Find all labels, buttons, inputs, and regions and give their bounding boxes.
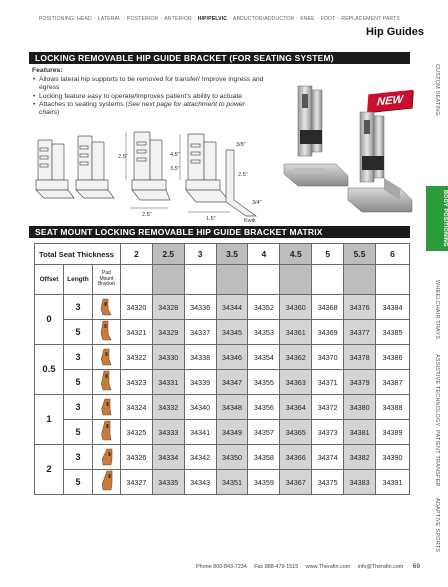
pad-mount-bracket-icon xyxy=(96,370,116,392)
part-number: 34389 xyxy=(376,420,410,445)
thickness-header: 2 xyxy=(120,244,152,265)
offset-value: 2 xyxy=(35,445,64,495)
part-number: 34322 xyxy=(120,345,152,370)
offset-value: 0 xyxy=(35,295,64,345)
breadcrumb-item[interactable]: HIP/PELVIC xyxy=(197,16,228,22)
thickness-spacer xyxy=(376,265,410,295)
part-number: 34332 xyxy=(152,395,184,420)
dim-label: 3/4" xyxy=(252,200,262,206)
table-row xyxy=(35,420,410,445)
section-band-locking-bracket: LOCKING REMOVABLE HIP GUIDE BRACKET (FOR SEATING SYSTEM) xyxy=(29,52,410,64)
length-value: 5 xyxy=(63,420,92,445)
part-number: 34354 xyxy=(248,345,280,370)
side-tab-patient-transfer[interactable]: PATIENT TRANSFER xyxy=(434,430,440,487)
breadcrumb-item[interactable]: REPLACEMENT PARTS xyxy=(341,16,400,22)
part-number: 34364 xyxy=(280,395,312,420)
part-number: 34350 xyxy=(216,445,248,470)
part-number: 34325 xyxy=(120,420,152,445)
part-number: 34360 xyxy=(280,295,312,320)
part-number: 34375 xyxy=(312,470,344,495)
side-tabs xyxy=(422,64,448,554)
bracket-dimension-drawing xyxy=(30,130,268,222)
part-number: 34353 xyxy=(248,320,280,345)
part-number: 34368 xyxy=(312,295,344,320)
footer xyxy=(0,563,420,570)
part-number: 34390 xyxy=(376,445,410,470)
part-number: 34362 xyxy=(280,345,312,370)
part-number: 34340 xyxy=(184,395,216,420)
thickness-spacer xyxy=(152,265,184,295)
part-number: 34361 xyxy=(280,320,312,345)
part-number: 34370 xyxy=(312,345,344,370)
thickness-header: 4.5 xyxy=(280,244,312,265)
thickness-header: 3 xyxy=(184,244,216,265)
part-number: 34349 xyxy=(216,420,248,445)
page-number: 69 xyxy=(412,563,420,570)
part-number: 34369 xyxy=(312,320,344,345)
features-title: Features: xyxy=(32,67,63,74)
breadcrumb-item[interactable]: FOOT xyxy=(320,16,336,22)
length-header: Length xyxy=(63,265,92,295)
side-tab-assistive-technology[interactable]: ASSISTIVE TECHNOLOGY xyxy=(434,354,440,427)
breadcrumb-item[interactable]: POSITIONING: HEAD xyxy=(38,16,92,22)
features-list xyxy=(32,67,264,117)
thickness-spacer xyxy=(312,265,344,295)
breadcrumb-item[interactable]: KNEE xyxy=(300,16,315,22)
bracket-cell xyxy=(92,420,120,445)
part-number: 34359 xyxy=(248,470,280,495)
offset-value: 1 xyxy=(35,395,64,445)
bracket-cell xyxy=(92,370,120,395)
dim-label: 2.5" xyxy=(238,172,248,178)
pad-mount-bracket-icon xyxy=(96,295,116,317)
thickness-header: 6 xyxy=(376,244,410,265)
part-number: 34380 xyxy=(344,395,376,420)
part-number: 34341 xyxy=(184,420,216,445)
part-number: 34391 xyxy=(376,470,410,495)
pad-mount-bracket-icon xyxy=(96,345,116,367)
part-number: 34356 xyxy=(248,395,280,420)
bracket-cell xyxy=(92,345,120,370)
feature-item: • Allows lateral hip supports to be removed for transfer/ Improve ingress and egress xyxy=(32,76,264,92)
thickness-header: 5.5 xyxy=(344,244,376,265)
bracket-cell xyxy=(92,470,120,495)
table-row xyxy=(35,470,410,495)
part-number: 34387 xyxy=(376,370,410,395)
table-row xyxy=(35,370,410,395)
total-seat-thickness-label: Total Seat Thickness xyxy=(35,244,121,265)
footer-phone: Phone 800-843-7234 xyxy=(196,564,247,570)
breadcrumb-item[interactable]: ABDUCTOR/ADDUCTOR xyxy=(232,16,295,22)
part-number: 34373 xyxy=(312,420,344,445)
pad-mount-bracket-icon xyxy=(96,395,116,417)
part-number: 34348 xyxy=(216,395,248,420)
new-badge: NEW xyxy=(367,90,413,113)
part-number: 34374 xyxy=(312,445,344,470)
table-row xyxy=(35,320,410,345)
pad-mount-bracket-icon xyxy=(96,470,116,492)
part-number: 34336 xyxy=(184,295,216,320)
part-number: 34376 xyxy=(344,295,376,320)
dim-label: 4.5" xyxy=(170,152,180,158)
length-value: 3 xyxy=(63,445,92,470)
dim-label: 2.5" xyxy=(142,212,152,218)
part-number: 34333 xyxy=(152,420,184,445)
thickness-spacer xyxy=(120,265,152,295)
part-number: 34326 xyxy=(120,445,152,470)
part-number: 34357 xyxy=(248,420,280,445)
breadcrumb-item[interactable]: ANTERIOR xyxy=(164,16,192,22)
part-number: 34327 xyxy=(120,470,152,495)
footer-web[interactable]: www.Therafin.com xyxy=(305,564,351,570)
part-number: 34334 xyxy=(152,445,184,470)
part-number: 34377 xyxy=(344,320,376,345)
thickness-header: 3.5 xyxy=(216,244,248,265)
table-row xyxy=(35,395,410,420)
part-number: 34346 xyxy=(216,345,248,370)
part-number: 34335 xyxy=(152,470,184,495)
part-number: 34352 xyxy=(248,295,280,320)
side-tab-body-positioning[interactable]: BODY POSITIONING xyxy=(426,186,448,251)
pad-mount-bracket-header: Pad Mount Bracket xyxy=(92,265,120,295)
part-number: 34384 xyxy=(376,295,410,320)
side-tab-wheelchair-trays[interactable]: WHEELCHAIR TRAYS xyxy=(434,280,440,340)
thickness-header: 2.5 xyxy=(152,244,184,265)
part-number: 34320 xyxy=(120,295,152,320)
part-number: 34330 xyxy=(152,345,184,370)
thickness-spacer xyxy=(280,265,312,295)
part-number: 34351 xyxy=(216,470,248,495)
part-number: 34323 xyxy=(120,370,152,395)
part-number: 34355 xyxy=(248,370,280,395)
bracket-product-photo xyxy=(276,68,414,220)
breadcrumb-item[interactable]: LATERAL xyxy=(97,16,122,22)
part-number: 34382 xyxy=(344,445,376,470)
part-number: 34385 xyxy=(376,320,410,345)
dim-label: Kwik xyxy=(244,218,256,222)
length-value: 5 xyxy=(63,320,92,345)
part-number: 34378 xyxy=(344,345,376,370)
part-number: 34329 xyxy=(152,320,184,345)
side-tab-adaptive-sports[interactable]: ADAPTIVE SPORTS xyxy=(434,498,440,553)
part-number: 34367 xyxy=(280,470,312,495)
bracket-cell xyxy=(92,395,120,420)
part-number: 34343 xyxy=(184,470,216,495)
breadcrumb: POSITIONING: HEAD - LATERAL - POSTERIOR - ANTERIOR - HIP/PELVIC - ABDUCTOR/ADDUCTOR - KNEE - FOOT - REPLACEMENT PARTS xyxy=(38,16,400,22)
part-number: 34342 xyxy=(184,445,216,470)
bracket-matrix-table xyxy=(34,243,410,495)
feature-item: • Locking feature easy to operate/Improves patient's ability to actuate xyxy=(32,93,264,101)
dim-label: 3/8" xyxy=(236,142,246,148)
bracket-cell xyxy=(92,295,120,320)
dim-label: 1.5" xyxy=(206,216,216,222)
part-number: 34363 xyxy=(280,370,312,395)
length-value: 5 xyxy=(63,370,92,395)
part-number: 34371 xyxy=(312,370,344,395)
table-row xyxy=(35,295,410,320)
feature-item: • Attaches to seating systems (See next page for attachment to power chairs) xyxy=(32,101,264,117)
dim-label: 3.5" xyxy=(170,166,180,172)
thickness-spacer xyxy=(216,265,248,295)
length-value: 5 xyxy=(63,470,92,495)
part-number: 34372 xyxy=(312,395,344,420)
part-number: 34337 xyxy=(184,320,216,345)
part-number: 34381 xyxy=(344,420,376,445)
dim-label: 2.5" xyxy=(118,154,128,160)
part-number: 34379 xyxy=(344,370,376,395)
thickness-spacer xyxy=(344,265,376,295)
offset-value: 0.5 xyxy=(35,345,64,395)
length-value: 3 xyxy=(63,295,92,320)
part-number: 34328 xyxy=(152,295,184,320)
part-number: 34331 xyxy=(152,370,184,395)
table-row xyxy=(35,345,410,370)
pad-mount-bracket-icon xyxy=(96,420,116,442)
footer-email[interactable]: info@Therafin.com xyxy=(357,564,404,570)
part-number: 34321 xyxy=(120,320,152,345)
part-number: 34358 xyxy=(248,445,280,470)
part-number: 34338 xyxy=(184,345,216,370)
pad-mount-bracket-icon xyxy=(96,445,116,467)
part-number: 34345 xyxy=(216,320,248,345)
length-value: 3 xyxy=(63,345,92,370)
thickness-header: 5 xyxy=(312,244,344,265)
part-number: 34339 xyxy=(184,370,216,395)
offset-header: Offset xyxy=(35,265,64,295)
part-number: 34365 xyxy=(280,420,312,445)
thickness-spacer xyxy=(184,265,216,295)
table-row xyxy=(35,445,410,470)
part-number: 34386 xyxy=(376,345,410,370)
part-number: 34383 xyxy=(344,470,376,495)
side-tab-custom-seating[interactable]: CUSTOM SEATING xyxy=(434,64,440,116)
part-number: 34324 xyxy=(120,395,152,420)
thickness-spacer xyxy=(248,265,280,295)
part-number: 34388 xyxy=(376,395,410,420)
part-number: 34344 xyxy=(216,295,248,320)
part-number: 34366 xyxy=(280,445,312,470)
pad-mount-bracket-icon xyxy=(96,320,116,342)
bracket-cell xyxy=(92,445,120,470)
length-value: 3 xyxy=(63,395,92,420)
section-band-matrix: SEAT MOUNT LOCKING REMOVABLE HIP GUIDE BRACKET MATRIX xyxy=(29,226,410,238)
bracket-cell xyxy=(92,320,120,345)
part-number: 34347 xyxy=(216,370,248,395)
breadcrumb-item[interactable]: POSTERIOR xyxy=(126,16,159,22)
thickness-header: 4 xyxy=(248,244,280,265)
footer-fax: Fax 888-479-1515 xyxy=(254,564,299,570)
page-title: Hip Guides xyxy=(365,26,424,38)
